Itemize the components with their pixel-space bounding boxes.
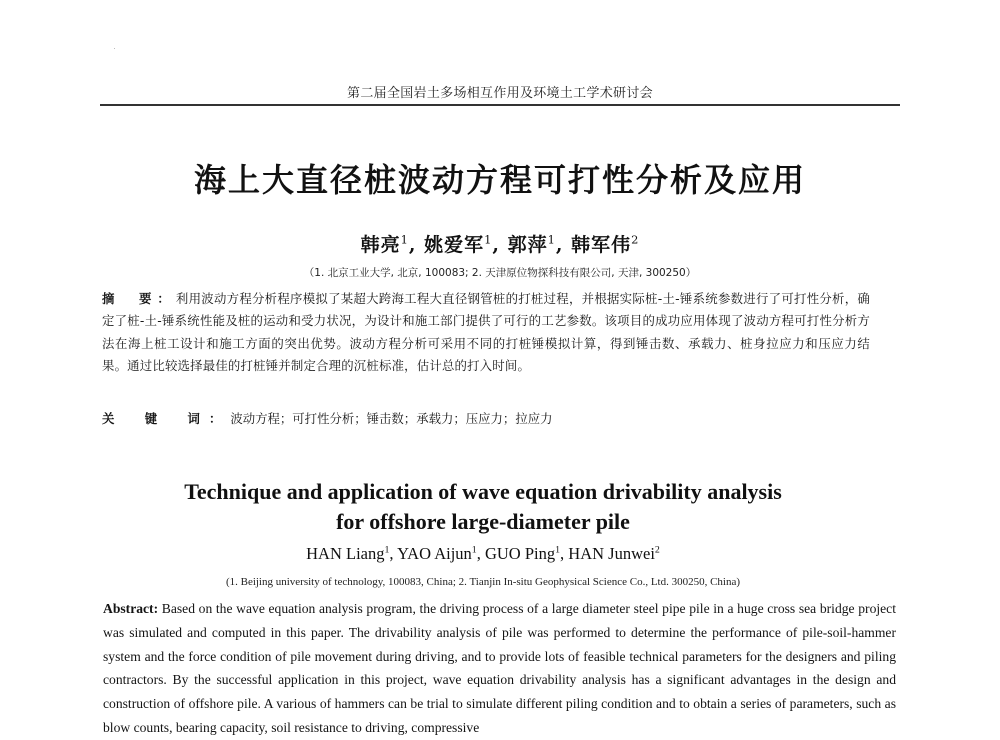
author-cn: 郭萍$^1$ [507, 232, 556, 256]
keywords-text-cn: 波动方程；可打性分析；锤击数；承载力；压应力；拉应力 [230, 411, 553, 426]
keywords-label-cn: 关 键 词： [102, 411, 231, 426]
paper-title-en [100, 477, 866, 537]
keywords-cn [102, 408, 870, 430]
abstract-label-cn: 摘 要： [102, 291, 176, 306]
author-en: GUO Ping$^1$ [484, 544, 561, 563]
author-separator: , [555, 234, 572, 256]
affiliation-en: (1. Beijing university of technology, 100083, China; 2. Tianjin In-situ Geophysical Science Co., Ltd. 300250, China) [225, 576, 741, 588]
header-rule [100, 104, 900, 106]
author-en: HAN Liang$^1$ [306, 544, 390, 563]
author-list-en [100, 543, 866, 565]
abstract-text-en: Based on the wave equation analysis program, the driving process of a large diameter steel pipe pile in a huge cross sea bridge project was simulated and computed in this paper. The drivability analysis of pile was performed to determine the performance of pile-soil-hammer system and the force condition of pile movement during driving, and to provide lots of feasible technical parameters for the designers and piling contractors. By the successful application in this project, wave equation drivability analysis has a significant advantages in the design and construction of offshore pile. A various of hammers can be trial to simulate different piling condition and to obtain a series of parameters, such as blow counts, bearing capacity, soil resistance to driving, compressive [103, 601, 896, 735]
author-separator: , [389, 544, 398, 563]
author-cn: 韩军伟$^2$ [571, 232, 640, 256]
affiliation-cn: （1. 北京工业大学, 北京, 100083; 2. 天津原位物探科技有限公司, 天津, 300250） [303, 267, 697, 279]
author-separator: , [560, 544, 569, 563]
paper-title-cn: 海上大直径桩波动方程可打性分析及应用 [193, 161, 806, 199]
abstract-text-cn: 利用波动方程分析程序模拟了某超大跨海工程大直径钢管桩的打桩过程，并根据实际桩-土-锤系统参数进行了可打性分析，确定了桩-土-锤系统性能及桩的运动和受力状况，为设计和施工部门提供了可行的工艺参数。该项目的成功应用体现了波动方程可打性分析方法在海上桩工设计和施工方面的突出优势。波动方程分析可采用不同的打桩锤模拟计算，得到锤击数、承载力、桩身拉应力和压应力结果。通过比较选择最佳的打桩锤并制定合理的沉桩标准，估计总的打入时间。 [102, 291, 870, 374]
author-cn: 姚爱军$^1$ [424, 232, 493, 256]
author-list-cn [100, 232, 900, 258]
author-en: YAO Aijun$^1$ [397, 544, 477, 563]
paper-title-en-line2: for offshore large-diameter pile [336, 509, 630, 534]
author-separator: , [492, 234, 508, 256]
author-en: HAN Junwei$^2$ [568, 544, 660, 563]
abstract-label-en: Abstract: [103, 601, 159, 616]
author-separator: , [476, 544, 485, 563]
abstract-cn [102, 288, 870, 378]
abstract-en [103, 597, 896, 740]
running-header: 第二届全国岩土多场相互作用及环境土工学术研讨会 [347, 86, 653, 101]
paper-title-en-line1: Technique and application of wave equation drivability analysis [184, 479, 782, 504]
scan-speck [114, 48, 115, 49]
author-separator: , [408, 234, 425, 256]
author-cn: 韩亮$^1$ [360, 232, 409, 256]
